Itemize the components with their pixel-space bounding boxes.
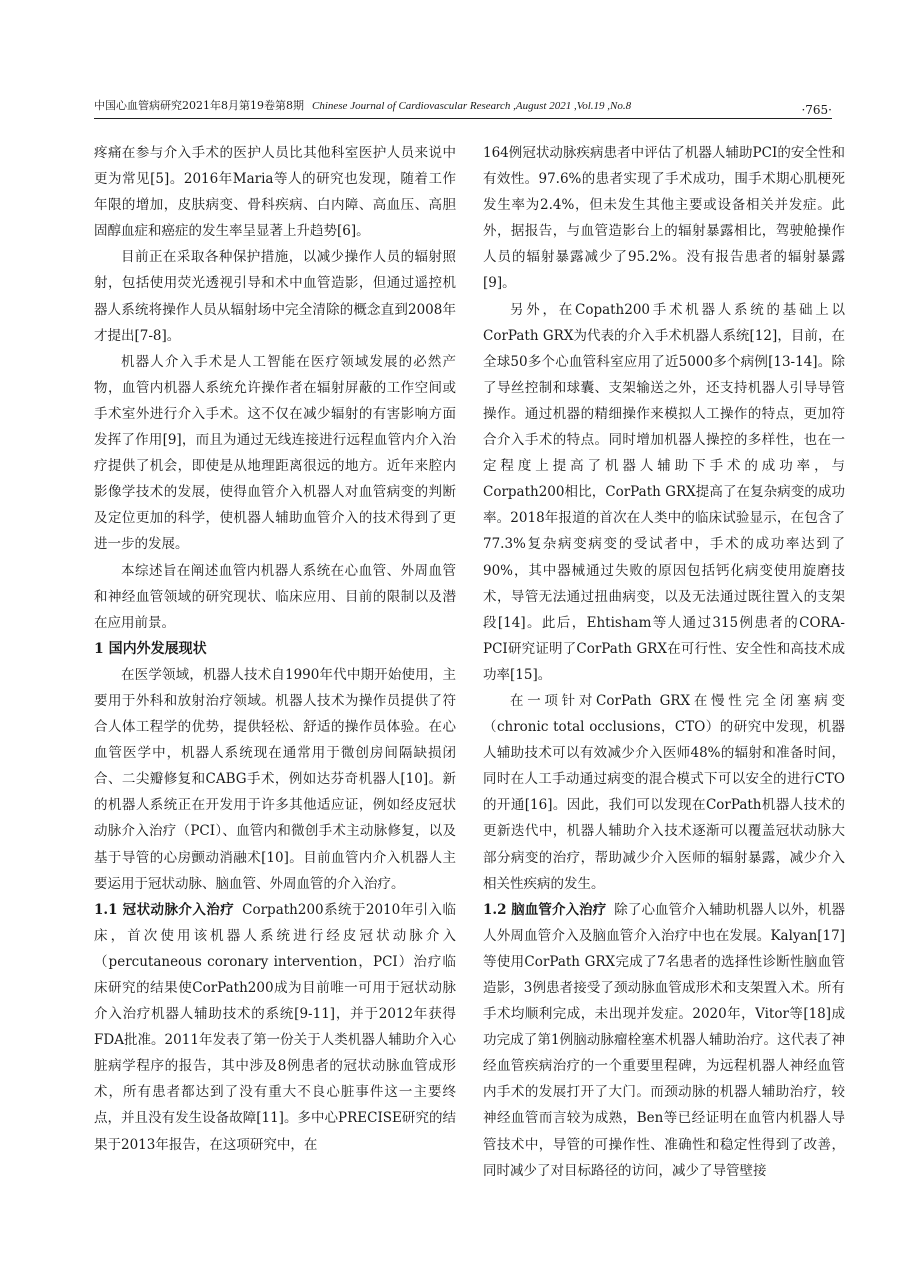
- subsection-heading: 1.1 冠状动脉介入治疗: [94, 901, 235, 918]
- paragraph: [94, 897, 456, 1158]
- left-column: [94, 140, 456, 1158]
- section-heading: 1 国内外发展现状: [94, 640, 207, 657]
- paragraph-text: Corpath200系统于2010年引入临床，首次使用该机器人系统进行经皮冠状动脉介入（percutaneous coronary intervention，PCI）治疗临床研究的结果使CorPath200成为目前唯一可用于冠状动脉介入治疗机器人辅助技术的系统[9-11]，并于2012年获得FDA批准。2011年发表了第一份关于人类机器人辅助介入心脏病学程序的报告，其中涉及8例患者的冠状动脉血管成形术，所有患者都达到了没有重大不良心脏事件这一主要终点，并且没有发生设备故障[11]。多中心PRECISE研究的结果于2013年报告，在这项研究中，在: [94, 901, 456, 1153]
- paragraph-text: 除了心血管介入辅助机器人以外，机器人外周血管介入及脑血管介入治疗中也在发展。Kalyan[17]等使用CorPath GRX完成了7名患者的选择性诊断性脑血管造影，3例患者接受了颈动脉血管成形术和支架置入术。所有手术均顺利完成，未出现并发症。2020年，Vitor等[18]成功完成了第1例脑动脉瘤栓塞术机器人辅助治疗。这代表了神经血管疾病治疗的一个重要里程碑，为远程机器人神经血管内手术的发展打开了大门。而颈动脉的机器人辅助治疗，较神经血管而言较为成熟，Ben等已经证明在血管内机器人导管技术中，导管的可操作性、准确性和稳定性得到了改善，同时减少了对目标路径的访问，减少了导管壁接: [483, 901, 846, 1179]
- subsection-heading: 1.2 脑血管介入治疗: [483, 901, 607, 918]
- running-header: [94, 96, 832, 119]
- paragraph: 164例冠状动脉疾病患者中评估了机器人辅助PCI的安全性和有效性。97.6%的患者实现了手术成功，围手术期心肌梗死发生率为2.4%，但未发生其他主要或设备相关并发症。此外，据报告，与血管造影台上的辐射暴露相比，驾驶舱操作人员的辐射暴露减少了95.2%。没有报告患者的辐射暴露[9]。: [483, 145, 845, 292]
- paragraph: 另外，在Copath200手术机器人系统的基础上以CorPath GRX为代表的介入手术机器人系统[12]，目前，在全球50多个心血管科室应用了近5000多个病例[13-14]。除了导丝控制和球囊、支架输送之外，还支持机器人引导导管操作。通过机器的精细操作来模拟人工操作的特点，更加符合介入手术的特点。同时增加机器人操控的多样性，也在一定程度上提高了机器人辅助下手术的成功率，与Corpath200相比，CorPath GRX提高了在复杂病变的成功率。2018年报道的首次在人类中的临床试验显示，在包含了77.3%复杂病变病变的受试者中，手术的成功率达到了90%，其中器械通过失败的原因包括钙化病变使用旋磨技术，导管无法通过扭曲病变，以及无法通过既往置入的支架段[14]。此后，Ehtisham等人通过315例患者的CORA-PCI研究证明了CorPath GRX在可行性、安全性和高技术成功率[15]。: [483, 301, 845, 683]
- paragraph: 机器人介入手术是人工智能在医疗领域发展的必然产物，血管内机器人系统允许操作者在辐射屏蔽的工作空间或手术室外进行介入手术。这不仅在减少辐射的有害影响方面发挥了作用[9]，而且为通过无线连接进行远程血管内介入治疗提供了机会，即使是从地理距离很远的地方。近年来腔内影像学技术的发展，使得血管介入机器人对血管病变的判断及定位更加的科学，使机器人辅助血管介入的技术得到了更进一步的发展。: [94, 353, 456, 553]
- journal-title-en: Chinese Journal of Cardiovascular Research ,August 2021 ,Vol.19 ,No.8: [312, 100, 632, 112]
- paragraph: [483, 897, 845, 1184]
- right-column: [483, 140, 845, 1184]
- paragraph: 疼痛在参与介入手术的医护人员比其他科室医护人员来说中更为常见[5]。2016年Maria等人的研究也发现，随着工作年限的增加，皮肤病变、骨科疾病、白内障、高血压、高胆固醇血症和癌症的发生率呈显著上升趋势[6]。: [94, 145, 456, 240]
- paragraph: 在一项针对CorPath GRX在慢性完全闭塞病变（chronic total occlusions，CTO）的研究中发现，机器人辅助技术可以有效减少介入医师48%的辐射和准备时间，同时在人工手动通过病变的混合模式下可以安全的进行CTO的开通[16]。因此，我们可以发现在CorPath机器人技术的更新迭代中，机器人辅助介入技术逐渐可以覆盖冠状动脉大部分病变的治疗，帮助减少介入医师的辐射暴露，减少介入相关性疾病的发生。: [483, 692, 845, 892]
- paragraph: 目前正在采取各种保护措施，以减少操作人员的辐射照射，包括使用荧光透视引导和术中血管造影，但通过遥控机器人系统将操作人员从辐射场中完全清除的概念直到2008年才提出[7-8]。: [94, 249, 456, 344]
- page-number: ·765·: [801, 103, 832, 117]
- paragraph: 本综述旨在阐述血管内机器人系统在心血管、外周血管和神经血管领域的研究现状、临床应用、目前的限制以及潜在应用前景。: [94, 562, 456, 631]
- journal-citation: [94, 96, 631, 116]
- journal-title-cn: 中国心血管病研究2021年8月第19卷第8期: [94, 99, 304, 112]
- paragraph: 在医学领域，机器人技术自1990年代中期开始使用，主要用于外科和放射治疗领域。机器人技术为操作员提供了符合人体工程学的优势，提供轻松、舒适的操作员体验。在心血管医学中，机器人系统现在通常用于微创房间隔缺损闭合、二尖瓣修复和CABG手术，例如达芬奇机器人[10]。新的机器人系统正在开发用于许多其他适应证，例如经皮冠状动脉介入治疗（PCI）、血管内和微创手术主动脉修复，以及基于导管的心房颤动消融术[10]。目前血管内介入机器人主要运用于冠状动脉、脑血管、外周血管的介入治疗。: [94, 666, 456, 892]
